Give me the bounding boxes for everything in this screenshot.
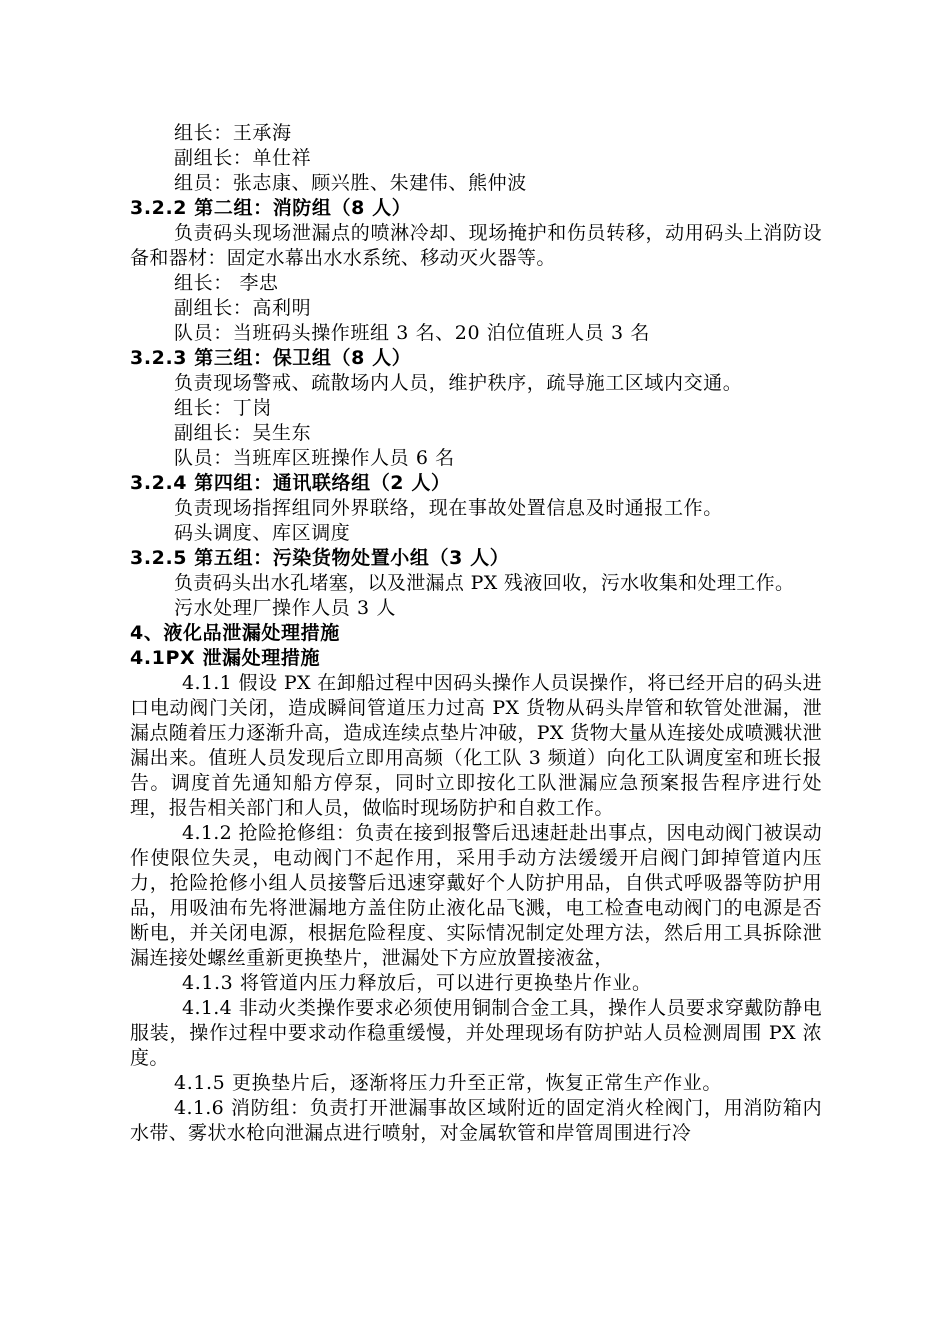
text-line: 负责现场警戒、疏散场内人员，维护秩序，疏导施工区域内交通。 [174, 372, 743, 394]
text-line: 4.1.3 将管道内压力释放后，可以进行更换垫片作业。 [182, 972, 652, 994]
paragraph: 4.1.4 非动火类操作要求必须使用铜制合金工具，操作人员要求穿戴防静电服装，操作过程中要求动作稳重缓慢，并处理现场有防护站人员检测周围 PX 浓度。 [130, 997, 822, 1069]
document-body [130, 121, 822, 1146]
text-line: 组员：张志康、顾兴胜、朱建伟、熊仲波 [174, 172, 527, 194]
text-line: 4.1.5 更换垫片后，逐渐将压力升至正常，恢复正常生产作业。 [174, 1072, 722, 1094]
text-line: 组长： 李忠 [174, 272, 279, 294]
paragraph: 4.1.6 消防组：负责打开泄漏事故区域附近的固定消火栓阀门，用消防箱内水带、雾状水枪向泄漏点进行喷射，对金属软管和岸管周围进行冷 [130, 1097, 822, 1144]
section-heading: 3.2.3 第三组：保卫组（8 人） [130, 347, 412, 369]
section-heading: 4、液化品泄漏处理措施 [130, 622, 340, 644]
text-line: 组长：王承海 [174, 122, 292, 144]
text-line: 副组长：吴生东 [174, 422, 312, 444]
text-line: 组长：丁岗 [174, 397, 273, 419]
text-line: 队员：当班库区班操作人员 6 名 [174, 447, 455, 469]
text-line: 副组长：单仕祥 [174, 147, 312, 169]
text-line: 队员：当班码头操作班组 3 名、20 泊位值班人员 3 名 [174, 322, 650, 344]
text-line: 码头调度、库区调度 [174, 522, 351, 544]
section-heading: 3.2.4 第四组：通讯联络组（2 人） [130, 472, 451, 494]
text-line: 负责现场指挥组同外界联络，现在事故处置信息及时通报工作。 [174, 497, 723, 519]
paragraph: 负责码头现场泄漏点的喷淋冷却、现场掩护和伤员转移，动用码头上消防设备和器材：固定水幕出水水系统、移动灭火器等。 [130, 222, 822, 269]
paragraph: 4.1.1 假设 PX 在卸船过程中因码头操作人员误操作，将已经开启的码头进口电动阀门关闭，造成瞬间管道压力过高 PX 货物从码头岸管和软管处泄漏，泄漏点随着压力逐渐升高，造成连续点垫片冲破，PX 货物大量从连接处成喷溅状泄漏出来。值班人员发现后立即用高频（化工队 3 频道）向化工队调度室和班长报告。调度首先通知船方停泵，同时立即按化工队泄漏应急预案报告程序进行处理，报告相关部门和人员，做临时现场防护和自救工作。 [130, 672, 822, 819]
text-line: 污水处理厂操作人员 3 人 [174, 597, 396, 619]
paragraph: 4.1.2 抢险抢修组：负责在接到报警后迅速赶赴出事点，因电动阀门被误动作使限位失灵，电动阀门不起作用，采用手动方法缓缓开启阀门卸掉管道内压力，抢险抢修小组人员接警后迅速穿戴好个人防护用品，自供式呼吸器等防护用品，用吸油布先将泄漏地方盖住防止液化品飞溅，电工检查电动阀门的电源是否断电，并关闭电源，根据危险程度、实际情况制定处理方法，然后用工具拆除泄漏连接处螺丝重新更换垫片，泄漏处下方应放置接液盆， [130, 822, 822, 969]
text-line: 副组长：高利明 [174, 297, 312, 319]
section-heading: 3.2.2 第二组：消防组（8 人） [130, 197, 412, 219]
paragraph: 负责码头出水孔堵塞，以及泄漏点 PX 残液回收，污水收集和处理工作。 [174, 572, 795, 594]
section-heading: 3.2.5 第五组：污染货物处置小组（3 人） [130, 547, 510, 569]
section-heading: 4.1PX 泄漏处理措施 [130, 647, 321, 669]
